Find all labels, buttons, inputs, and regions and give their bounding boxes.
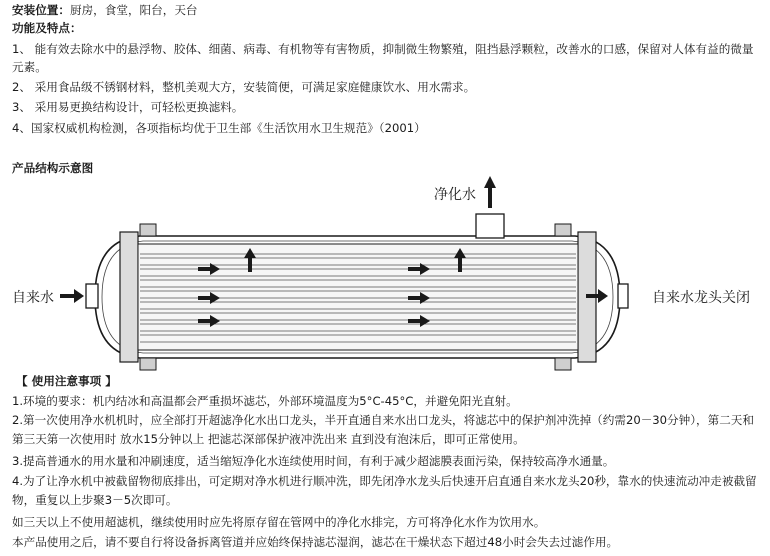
install-location: [12, 2, 198, 18]
feature-item-4: 4、国家权威机构检测，各项指标均优于卫生部《生活饮用水卫生规范》（2001）: [12, 121, 426, 135]
tap-water-label: 自来水: [12, 290, 54, 306]
note-item-5: 如三天以上不使用超滤机，继续使用时应先将原存留在管网中的净化水排完，方可将净化水作为饮用水。: [12, 515, 546, 529]
install-label: 安装位置：: [12, 3, 70, 17]
note-item-6: 本产品使用之后，请不要自行将设备拆离管道并应始终保持滤芯湿润，滤芯在干燥状态下超过48小时会失去过滤作用。: [12, 535, 619, 549]
purified-outlet: [476, 214, 504, 238]
features-heading: 功能及特点：: [12, 21, 82, 35]
notes-heading: 【 使用注意事项 】: [16, 374, 117, 388]
up-arrow-icon: [484, 176, 496, 208]
inlet-arrow-icon: [60, 289, 84, 303]
bottom-foot-left: [140, 358, 156, 370]
filter-structure-diagram: [0, 172, 770, 372]
top-foot-right: [555, 224, 571, 236]
note-item-2: 2.第一次使用净水机机时，应全部打开超滤净化水出口龙头，半开直通自来水出口龙头，将滤芯中的保护剂冲洗掉（约需20－30分钟），第二天和第三天第一次使用时 放水15分钟以上 把滤芯深部保护液冲洗出来 直到没有泡沫后，即可正常使用。: [12, 413, 754, 446]
inlet-pipe: [86, 284, 98, 308]
outlet-pipe: [618, 284, 628, 308]
tap-closed-label: 自来水龙头关闭: [652, 290, 750, 306]
feature-item-2: 2、 采用食品级不锈钢材料，整机美观大方，安装简便，可满足家庭健康饮水、用水需求。: [12, 80, 476, 94]
left-flange: [120, 232, 138, 362]
install-value: 厨房，食堂，阳台，天台: [69, 3, 198, 17]
feature-item-3: 3、 采用易更换结构设计，可轻松更换滤料。: [12, 100, 244, 114]
diagram-heading: 产品结构示意图: [12, 161, 94, 175]
feature-item-1: 1、 能有效去除水中的悬浮物、胶体、细菌、病毒、有机物等有害物质，抑制微生物繁殖，阻挡悬浮颗粒，改善水的口感，保留对人体有益的微量元素。: [12, 42, 754, 74]
note-item-3: 3.提高普通水的用水量和冲刷速度，适当缩短净化水连续使用时间，有利于减少超滤膜表面污染，保持较高净水通量。: [12, 454, 615, 468]
note-item-1: 1.环境的要求：机内结冰和高温都会严重损坏滤芯，外部环境温度为5°C-45°C，并避免阳光直射。: [12, 394, 518, 408]
top-foot-left: [140, 224, 156, 236]
purified-water-label: 净化水: [434, 187, 476, 203]
note-item-4: 4.为了让净水机中被截留物彻底排出，可定期对净水机进行顺冲洗，即先闭净水龙头后快速开启直通自来水龙头20秒，靠水的快速流动冲走被截留物，重复以上步聚3－5次即可。: [12, 474, 757, 507]
bottom-foot-right: [555, 358, 571, 370]
